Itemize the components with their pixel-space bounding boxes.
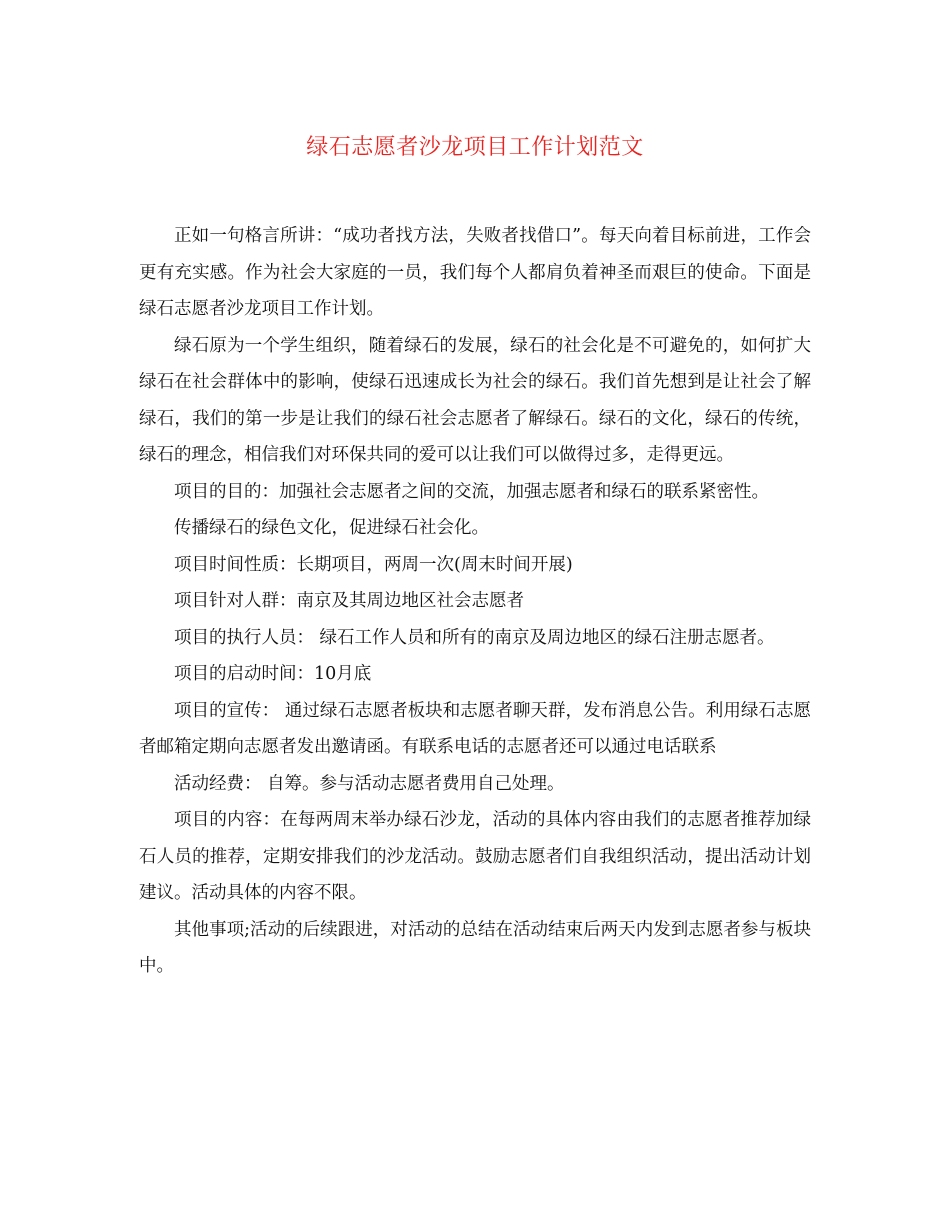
paragraph-start-time: 项目的启动时间：10月底 [174,664,372,684]
paragraph-funding: 活动经费： 自筹。参与活动志愿者费用自己处理。 [174,773,565,794]
paragraph-time-nature: 项目时间性质：长期项目，两周一次(周末时间开展) [174,554,573,575]
document-body [139,218,811,985]
paragraph-purpose-continued: 传播绿石的绿色文化，促进绿石社会化。 [174,518,489,538]
paragraph-executors: 项目的执行人员： 绿石工作人员和所有的南京及周边地区的绿石注册志愿者。 [174,627,775,648]
document-title: 绿石志愿者沙龙项目工作计划范文 [306,135,644,160]
paragraph-target-audience: 项目针对人群：南京及其周边地区社会志愿者 [174,591,524,611]
paragraph-intro: 正如一句格言所讲：“成功者找方法，失败者找借口”。每天向着目标前进，工作会更有充实感。作为社会大家庭的一员，我们每个人都肩负着神圣而艰巨的使命。下面是绿石志愿者沙龙项目工作计划。 [139,226,811,319]
paragraph-background: 绿石原为一个学生组织，随着绿石的发展，绿石的社会化是不可避免的，如何扩大绿石在社会群体中的影响，使绿石迅速成长为社会的绿石。我们首先想到是让社会了解绿石，我们的第一步是让我们的绿石社会志愿者了解绿石。绿石的文化，绿石的传统，绿石的理念，相信我们对环保共同的爱可以让我们可以做得过多，走得更远。 [139,335,811,465]
paragraph-publicity: 项目的宣传： 通过绿石志愿者板块和志愿者聊天群，发布消息公告。利用绿石志愿者邮箱定期向志愿者发出邀请函。有联系电话的志愿者还可以通过电话联系 [139,700,811,757]
paragraph-purpose: 项目的目的：加强社会志愿者之间的交流，加强志愿者和绿石的联系紧密性。 [174,481,769,502]
paragraph-content: 项目的内容：在每两周末举办绿石沙龙，活动的具体内容由我们的志愿者推荐加绿石人员的推荐，定期安排我们的沙龙活动。鼓励志愿者们自我组织活动，提出活动计划建议。活动具体的内容不限。 [139,810,811,903]
paragraph-other-matters: 其他事项;活动的后续跟进，对活动的总结在活动结束后两天内发到志愿者参与板块中。 [139,919,811,976]
